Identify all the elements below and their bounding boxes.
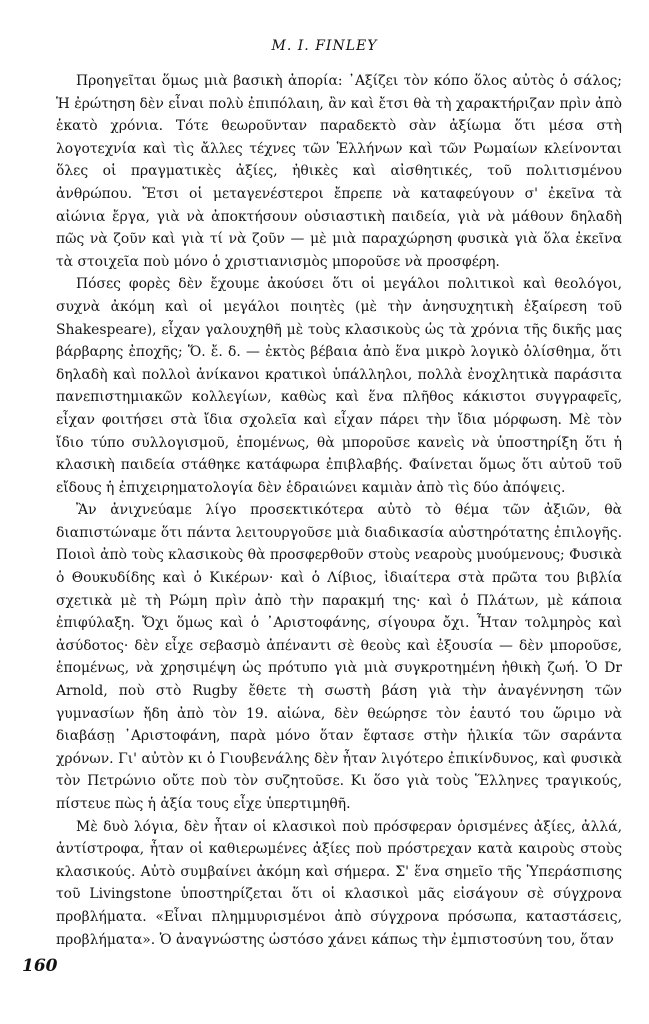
body-text [56, 70, 622, 951]
running-head: M. I. FINLEY [271, 38, 378, 54]
paragraph-1: Προηγεῖται ὅμως μιὰ βασικὴ ἀπορία: ᾿Αξίζει τὸν κόπο ὅλος αὐτὸς ὁ σάλος; Ἡ ἐρώτηση δὲν εἶναι πολὺ ἐπιπόλαιη, ἂν καὶ ἔτσι θὰ τὴ χαρακτήριζαν πρὶν ἀπὸ ἑκατὸ χρόνια. Τότε θεωροῦνταν παραδεκτὸ σὰν ἀξίωμα ὅτι μέσα στὴ λογοτεχνία καὶ τὶς ἄλλες τέχνες τῶν Ἑλλήνων καὶ τῶν Ρωμαίων κλείνονται ὅλες οἱ πραγματικὲς ἀξίες, ἠθικὲς καὶ αἰσθητικές, τοῦ πολιτισμένου ἀνθρώπου. Ἔτσι οἱ μεταγενέστεροι ἔπρεπε νὰ καταφεύγουν σ' ἐκεῖνα τὰ αἰώνια ἔργα, γιὰ νὰ ἀποκτήσουν οὐσιαστικὴ παιδεία, γιὰ νὰ μάθουν δηλαδὴ πῶς νὰ ζοῦν καὶ γιὰ τί νὰ ζοῦν — μὲ μιὰ παραχώρηση φυσικὰ γιὰ ὅλα ἐκεῖνα τὰ στοιχεῖα ποὺ μόνο ὁ χριστιανισμὸς μποροῦσε νὰ προσφέρη. [56, 73, 622, 270]
paragraph-4: Μὲ δυὸ λόγια, δὲν ἦταν οἱ κλασικοὶ ποὺ πρόσφεραν ὁρισμένες ἀξίες, ἀλλά, ἀντίστροφα, ἦταν οἱ καθιερωμένες ἀξίες ποὺ πρόστρεχαν κατὰ καιροὺς στοὺς κλασικούς. Αὐτὸ συμβαίνει ἀκόμη καὶ σήμερα. Σ' ἕνα σημεῖο τῆς Ὑπεράσπισης τοῦ Livingstone ὑποστηρίζεται ὅτι οἱ κλασικοὶ μᾶς εἰσάγουν σὲ σύγχρονα προβλήματα. «Εἶναι πλημμυρισμένοι ἀπὸ σύγχρονα πρόσωπα, καταστάσεις, προβλήματα». Ὁ ἀναγνώστης ὡστόσο χάνει κάπως τὴν ἐμπιστοσύνη του, ὅταν [56, 818, 622, 948]
page-number: 160 [22, 956, 58, 976]
paragraph-2: Πόσες φορὲς δὲν ἔχουμε ἀκούσει ὅτι οἱ μεγάλοι πολιτικοὶ καὶ θεολόγοι, συχνὰ ἀκόμη καὶ οἱ μεγάλοι ποιητὲς (μὲ τὴν ἀνησυχητικὴ ἐξαίρεση τοῦ Shakespeare), εἶχαν γαλουχηθῆ μὲ τοὺς κλασικοὺς ὡς τὰ χρόνια τῆς δικῆς μας βάρβαρης ἐποχῆς; Ὅ. ἔ. δ. — ἐκτὸς βέβαια ἀπὸ ἕνα μικρὸ λογικὸ ὀλίσθημα, ὅτι δηλαδὴ καὶ πολλοὶ ἀνίκανοι κρατικοὶ ὑπάλληλοι, πολλὰ ἐνοχλητικὰ παράσιτα πανεπιστημιακῶν κολλεγίων, καθὼς καὶ ἕνα πλῆθος κάκιστοι συγγραφεῖς, εἶχαν φοιτήσει στὰ ἴδια σχολεῖα καὶ εἶχαν πάρει τὴν ἴδια μόρφωση. Μὲ τὸν ἴδιο τύπο συλλογισμοῦ, ἑπομένως, θὰ μποροῦσε κανεὶς νὰ ὑποστηρίξη ὅτι ἡ κλασικὴ παιδεία στάθηκε κατάφωρα ἐπιβλαβής. Φαίνεται ὅμως ὅτι αὐτοῦ τοῦ εἴδους ἡ ἐπιχειρηματολογία δὲν ἑδραιώνει καμιὰν ἀπὸ τὶς δύο ἀπόψεις. [56, 276, 622, 496]
paragraph-3: Ἂν ἀνιχνεύαμε λίγο προσεκτικότερα αὐτὸ τὸ θέμα τῶν ἀξιῶν, θὰ διαπιστώναμε ὅτι πάντα λειτουργοῦσε μιὰ διαδικασία αὐστηρότατης ἐπιλογῆς. Ποιοὶ ἀπὸ τοὺς κλασικοὺς θὰ προσφερθοῦν στοὺς νεαροὺς μυούμενους; Φυσικὰ ὁ Θουκυδίδης καὶ ὁ Κικέρων· καὶ ὁ Λίβιος, ἰδιαίτερα στὰ πρῶτα του βιβλία σχετικὰ μὲ τὴ Ρώμη πρὶν ἀπὸ τὴν παρακμή της· καὶ ὁ Πλάτων, μὲ κάποια ἐπιφύλαξη. Ὄχι ὅμως καὶ ὁ ᾿Αριστοφάνης, σίγουρα ὄχι. Ἦταν τολμηρὸς καὶ ἀσύδοτος· δὲν εἶχε σεβασμὸ ἀπέναντι σὲ θεοὺς καὶ ἐξουσία — δὲν μποροῦσε, ἑπομένως, νὰ χρησιμέψη ὡς πρότυπο γιὰ μιὰ συγκροτημένη ἠθικὴ ζωή. Ὁ Dr Arnold, ποὺ στὸ Rugby ἔθετε τὴ σωστὴ βάση γιὰ τὴν ἀναγέννηση τῶν γυμνασίων ἤδη ἀπὸ τὸν 19. αἰώνα, δὲν θεώρησε τὸν ἑαυτό του ὥριμο νὰ διαβάσῃ ᾿Αριστοφάνη, παρὰ μόνο ὅταν ἔφτασε στὴν ἡλικία τῶν σαράντα χρόνων. Γι' αὐτὸν κι ὁ Γιουβενάλης δὲν ἦταν λιγότερο ἐπικίνδυνος, καὶ φυσικὰ τὸν Πετρώνιο οὔτε ποὺ τὸν συζητοῦσε. Κι ὅσο γιὰ τοὺς Ἕλληνες τραγικούς, πίστευε πὼς ἡ ἀξία τους εἶχε ὑπερτιμηθῆ. [56, 502, 622, 812]
